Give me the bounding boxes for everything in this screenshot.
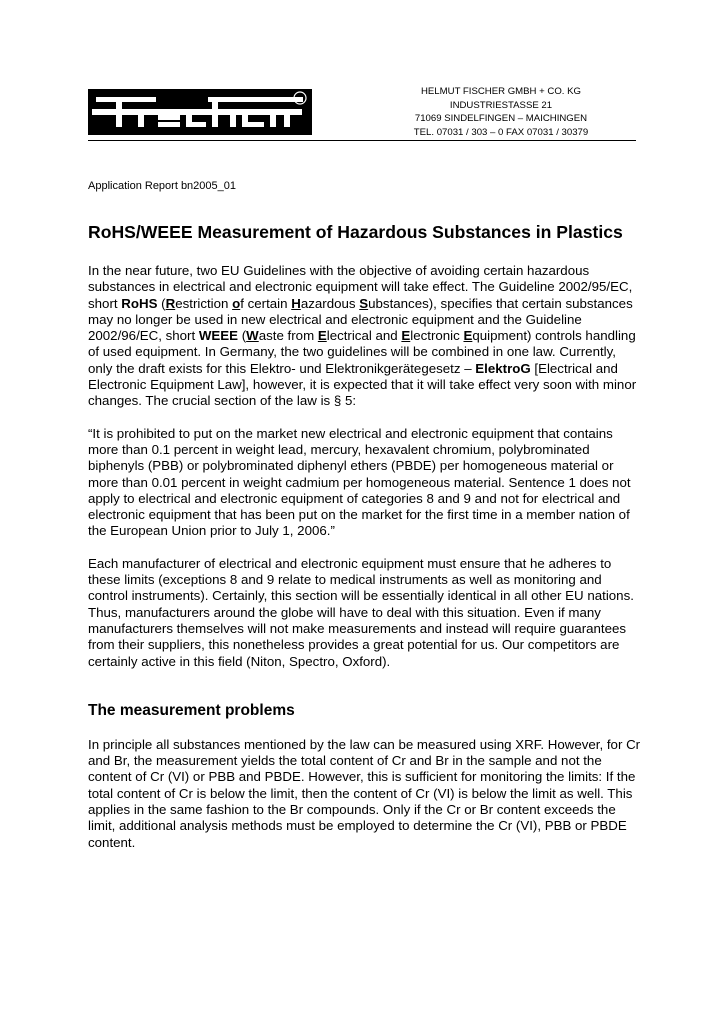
section-heading: The measurement problems bbox=[88, 701, 295, 719]
document-title: RoHS/WEEE Measurement of Hazardous Substances in Plastics bbox=[88, 222, 623, 242]
fischer-logo bbox=[88, 89, 312, 135]
company-address bbox=[392, 85, 610, 139]
report-id: Application Report bn2005_01 bbox=[88, 180, 237, 192]
paragraph-law-quote: “It is prohibited to put on the market new electrical and electronic equipment that contains more than 0.1 percent in weight lead, mercury, hexavalent chromium, polybrominated biphenyls (PBB) or polybrominated diphenyl ethers (PBDE) per homogeneous material or more than 0.01 percent in weight cadmium per homogeneous material. Sentence 1 does not apply to electrical and electronic equipment of categories 8 and 9 and not for electrical and electronic equipment that has been put on the market for the first time in a member nation of the European Union prior to July 1, 2006.” bbox=[88, 425, 631, 539]
paragraph-manufacturers: Each manufacturer of electrical and electronic equipment must ensure that he adheres to these limits (exceptions 8 and 9 relate to medical instruments as well as monitoring and control instruments). Certainly, this section will be essentially identical in all other EU nations. Thus, manufacturers around the globe will have to deal with this situation. Even if many manufacturers themselves will not make measurements and instead will require guarantees from their suppliers, this nonetheless provides a great potential for us. Our competitors are certainly active in this field (Niton, Spectro, Oxford). bbox=[88, 555, 634, 669]
address-line: TEL. 07031 / 303 – 0 FAX 07031 / 30379 bbox=[413, 126, 589, 138]
header-divider bbox=[88, 140, 636, 141]
address-line: INDUSTRIESTASSE 21 bbox=[449, 99, 553, 111]
document-body bbox=[88, 220, 644, 867]
paragraph-measurement: In principle all substances mentioned by the law can be measured using XRF. However, for Cr and Br, the measurement yields the total content of Cr and Br in the sample and not the content of Cr (VI) or PBB and PBDE. However, this is sufficient for monitoring the limits: If the total content of Cr is below the limit, then the content of Cr (VI) is below the limit as well. This applies in the same fashion to the Br compounds. Only if the Cr or Br content exceeds the limit, additional analysis methods must be employed to determine the Cr (VI), PBB or PBDE content. bbox=[88, 736, 641, 850]
address-line: 71069 SINDELFINGEN – MAICHINGEN bbox=[414, 113, 588, 125]
paragraph-intro: In the near future, two EU Guidelines with the objective of avoiding certain hazardous substances in electrical and electronic equipment will take effect. The Guideline 2002/95/EC, short RoHS (Restriction of certain Hazardous Substances), specifies that certain substances may no longer be used in new electrical and electronic equipment and the Guideline 2002/96/EC, short WEEE (Waste from Electrical and Electronic Equipment) controls handling of used equipment. In Germany, the two guidelines will be combined in one law. Currently, only the draft exists for this Elektro- und Elektronikgerätegesetz – ElektroG [Electrical and Electronic Equipment Law], however, it is expected that it will take effect very soon with minor changes. The crucial section of the law is § 5: bbox=[88, 263, 637, 409]
address-line: HELMUT FISCHER GMBH + CO. KG bbox=[420, 86, 581, 97]
